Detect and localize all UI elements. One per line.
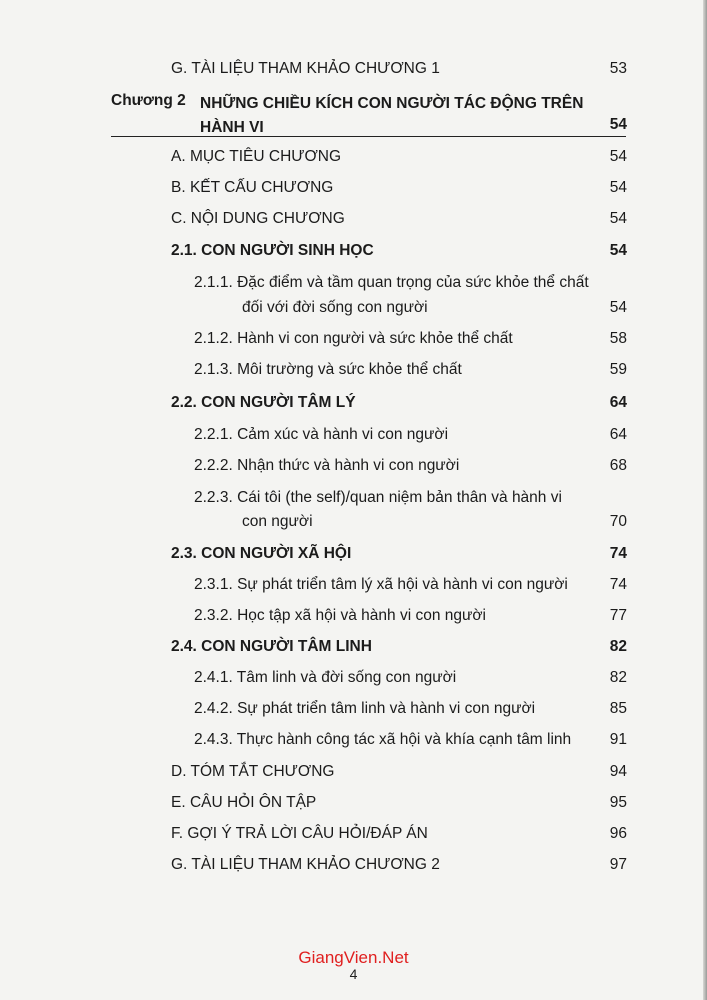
toc-subentry-label: 2.1.3. Môi trường và sức khỏe thể chất xyxy=(194,361,462,378)
toc-subentry-label: 2.1.1. Đặc điểm và tầm quan trọng của sức khỏe thể chất xyxy=(194,274,589,291)
toc-section-label: 2.1. CON NGƯỜI SINH HỌC xyxy=(171,242,374,259)
toc-entry-label: F. GỢI Ý TRẢ LỜI CÂU HỎI/ĐÁP ÁN xyxy=(171,825,428,842)
toc-section-label: 2.2. CON NGƯỜI TÂM LÝ xyxy=(171,394,356,411)
chapter-title-line2: HÀNH VI xyxy=(200,119,264,136)
chapter-title-line1: NHỮNG CHIỀU KÍCH CON NGƯỜI TÁC ĐỘNG TRÊN xyxy=(200,95,584,112)
toc-entry-label: G. TÀI LIỆU THAM KHẢO CHƯƠNG 2 xyxy=(171,856,440,873)
toc-entry-label: B. KẾT CẤU CHƯƠNG xyxy=(171,179,334,196)
toc-subentry-page: 59 xyxy=(609,361,627,378)
toc-subentry-page: 58 xyxy=(609,330,627,347)
toc-entry-page: 96 xyxy=(609,825,627,842)
toc-entry-label: C. NỘI DUNG CHƯƠNG xyxy=(171,210,345,227)
toc-subentry-label: 2.1.2. Hành vi con người và sức khỏe thể chất xyxy=(194,330,513,347)
toc-subentry-page: 91 xyxy=(609,731,627,748)
watermark: GiangVien.Net xyxy=(298,948,409,967)
toc-section-label: 2.3. CON NGƯỜI XÃ HỘI xyxy=(171,545,352,562)
toc-subentry-label: 2.4.2. Sự phát triển tâm linh và hành vi con người xyxy=(194,700,536,717)
page-number: 4 xyxy=(349,966,358,982)
toc-subentry-label-cont: con người xyxy=(242,513,313,530)
toc-subentry-label: 2.3.2. Học tập xã hội và hành vi con người xyxy=(194,607,486,624)
toc-subentry-page: 64 xyxy=(609,426,627,443)
toc-subentry-page: 82 xyxy=(609,669,627,686)
toc-subentry-page: 68 xyxy=(609,457,627,474)
toc-entry-page: 94 xyxy=(609,763,627,780)
chapter-divider xyxy=(111,136,626,137)
page-edge xyxy=(703,0,707,1000)
toc-subentry-label: 2.2.2. Nhận thức và hành vi con người xyxy=(194,457,460,474)
toc-entry-page: 53 xyxy=(609,60,627,77)
toc-entry-label: G. TÀI LIỆU THAM KHẢO CHƯƠNG 1 xyxy=(171,60,440,77)
chapter-page: 54 xyxy=(609,116,627,133)
chapter-title xyxy=(200,92,583,140)
toc-entry-page: 54 xyxy=(609,210,627,227)
toc-entry-page: 97 xyxy=(609,856,627,873)
toc-subentry-label-cont: đối với đời sống con người xyxy=(242,299,428,316)
toc-section-page: 64 xyxy=(609,394,627,411)
toc-subentry-page: 77 xyxy=(609,607,627,624)
toc-entry-page: 54 xyxy=(609,179,627,196)
toc-entry-page: 95 xyxy=(609,794,627,811)
toc-section-page: 82 xyxy=(609,638,627,655)
toc-entry-label: E. CÂU HỎI ÔN TẬP xyxy=(171,794,317,811)
toc-subentry-label: 2.2.1. Cảm xúc và hành vi con người xyxy=(194,426,449,443)
toc-entry-label: A. MỤC TIÊU CHƯƠNG xyxy=(171,148,342,165)
chapter-label: Chương 2 xyxy=(111,92,186,109)
toc-subentry-label: 2.4.1. Tâm linh và đời sống con người xyxy=(194,669,457,686)
toc-entry-page: 54 xyxy=(609,148,627,165)
toc-section-label: 2.4. CON NGƯỜI TÂM LINH xyxy=(171,638,372,655)
toc-subentry-label: 2.3.1. Sự phát triển tâm lý xã hội và hành vi con người xyxy=(194,576,568,593)
toc-section-page: 74 xyxy=(609,545,627,562)
toc-subentry-label: 2.2.3. Cái tôi (the self)/quan niệm bản thân và hành vi xyxy=(194,489,562,506)
toc-subentry-page: 54 xyxy=(609,299,627,316)
toc-subentry-label: 2.4.3. Thực hành công tác xã hội và khía cạnh tâm linh xyxy=(194,731,572,748)
toc-subentry-page: 70 xyxy=(609,513,627,530)
toc-entry-label: D. TÓM TẮT CHƯƠNG xyxy=(171,763,335,780)
toc-section-page: 54 xyxy=(609,242,627,259)
toc-subentry-page: 74 xyxy=(609,576,627,593)
toc-subentry-page: 85 xyxy=(609,700,627,717)
